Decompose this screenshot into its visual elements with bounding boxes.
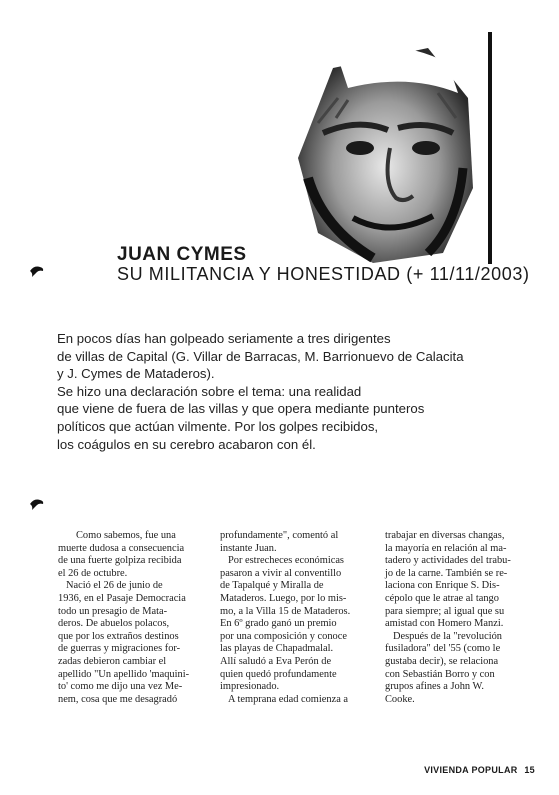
body-line: Nació el 26 de junio de: [66, 580, 163, 592]
body-line: con Sebastián Borro y con: [385, 668, 495, 680]
body-line: Por estrecheces económicas: [228, 555, 344, 567]
body-line: de Tapalqué y Miralla de: [220, 580, 324, 592]
intro-line: los coágulos en su cerebro acabaron con él.: [57, 436, 316, 452]
body-line: nem, cosa que me desagradó: [58, 693, 178, 705]
page-number: 15: [524, 765, 535, 775]
body-line: En 6º grado ganó un premio: [220, 618, 337, 630]
body-line: el 26 de octubre.: [58, 567, 128, 579]
body-line: todo un presagio de Mata-: [58, 605, 168, 617]
body-line: la mayoría en relación al ma-: [385, 542, 507, 554]
body-line: Mataderos. Luego, por lo mis-: [220, 592, 347, 604]
body-column-3: [385, 530, 511, 706]
publication-name: VIVIENDA POPULAR: [424, 765, 518, 775]
intro-line: políticos que actúan vilmente. Por los golpes recibidos,: [57, 418, 379, 434]
body-line: cépolo que le atrae al tango: [385, 592, 499, 604]
body-line: 1936, en el Pasaje Democracia: [58, 592, 186, 604]
body-line: que por los extraños destinos: [58, 630, 179, 642]
intro-line: que viene de fuera de las villas y que opera mediante punteros: [57, 401, 425, 417]
decorative-vertical-line: [488, 32, 492, 264]
body-line: zadas debieron cambiar el: [58, 655, 167, 667]
portrait-photo: [278, 38, 478, 263]
body-line: to' como me dijo una vez Me-: [58, 681, 183, 693]
body-line: Después de la "revolución: [393, 630, 502, 642]
body-line: Cooke.: [385, 693, 415, 705]
body-line: para siempre; al igual que su: [385, 605, 505, 617]
body-line: A temprana edad comienza a: [228, 693, 349, 705]
article-subtitle: SU MILITANCIA Y HONESTIDAD (+ 11/11/2003): [117, 264, 530, 284]
body-line: de una fuerte golpiza recibida: [58, 555, 182, 567]
body-line: amistad con Homero Manzi.: [385, 618, 504, 630]
intro-line: y J. Cymes de Mataderos).: [57, 366, 215, 382]
body-line: tadero y actividades del trabu-: [385, 555, 511, 567]
body-line: mo, a la Villa 15 de Mataderos.: [220, 605, 351, 617]
body-line: muerte dudosa a consecuencia: [58, 542, 185, 554]
intro-line: Se hizo una declaración sobre el tema: una realidad: [57, 383, 362, 399]
body-line: fusiladora" del '55 (como le: [385, 643, 501, 655]
body-line: deros. De abuelos polacos,: [58, 618, 170, 630]
body-line: trabajar en diversas changas,: [385, 530, 505, 541]
intro-paragraph: [57, 330, 547, 453]
article-title: JUAN CYMES: [117, 244, 247, 265]
body-line: apellido "Un apellido 'maquini-: [58, 668, 190, 680]
body-line: instante Juan.: [220, 542, 277, 554]
body-line: de guerras y migraciones for-: [58, 643, 181, 655]
body-line: Como sabemos, fue una: [76, 530, 176, 541]
body-line: pasaron a vivir al conventillo: [220, 567, 342, 579]
body-line: jo de la carne. También se re-: [385, 567, 508, 579]
body-column-2: [220, 530, 351, 706]
body-line: quien quedó profundamente: [220, 668, 337, 680]
body-column-1: [58, 530, 190, 706]
body-line: grupos afines a John W.: [385, 681, 484, 693]
body-line: las playas de Chapadmalal.: [220, 643, 334, 655]
page-footer: [424, 765, 535, 775]
body-line: laciona con Enrique S. Dis-: [385, 580, 500, 592]
body-line: impresionado.: [220, 681, 280, 693]
body-line: gustaba decir), se relaciona: [385, 655, 499, 667]
body-line: por una composición y conoce: [220, 630, 347, 642]
body-line: Allí saludó a Eva Perón de: [220, 655, 332, 667]
body-line: profundamente", comentó al: [220, 530, 339, 541]
intro-line: de villas de Capital (G. Villar de Barracas, M. Barrionuevo de Calacita: [57, 348, 464, 364]
bird-bullet-icon: [30, 265, 44, 277]
intro-line: En pocos días han golpeado seriamente a tres dirigentes: [57, 331, 391, 346]
bird-bullet-icon: [30, 498, 44, 510]
